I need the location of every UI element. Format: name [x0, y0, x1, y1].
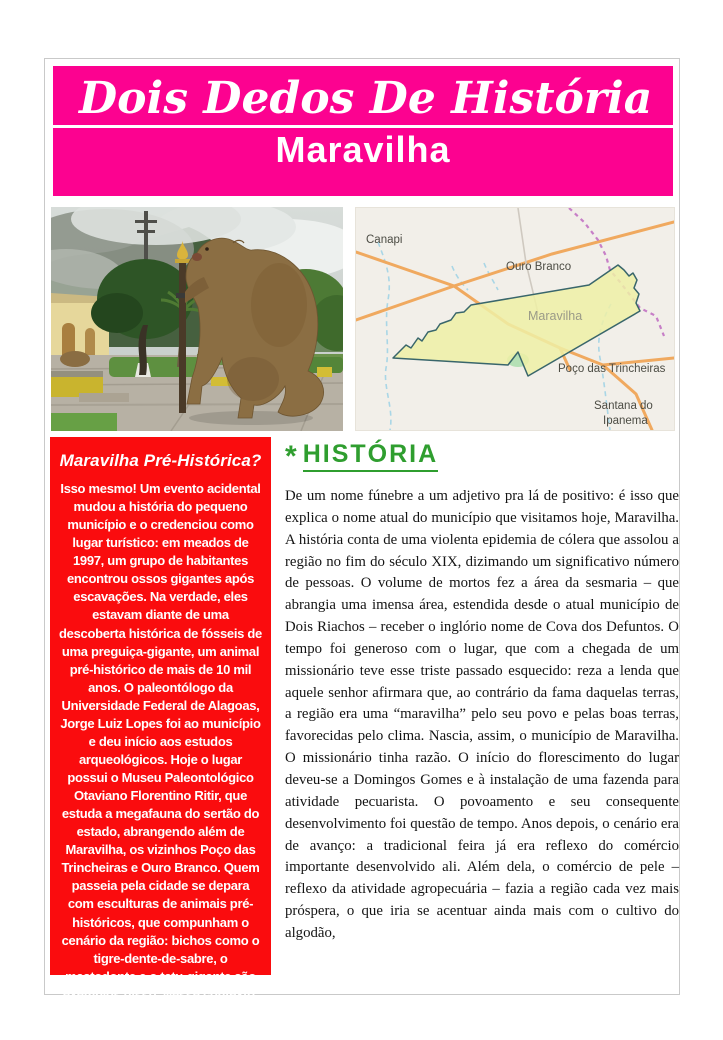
- prehistory-sidebar: [50, 437, 271, 1038]
- sidebar-heading: Maravilha Pré-Histórica?: [59, 451, 262, 470]
- page: [44, 58, 680, 1038]
- map-label-canapi: Canapi: [366, 234, 403, 246]
- blog-title: Dois Dedos De História: [53, 76, 673, 128]
- historia-article: [285, 440, 679, 945]
- map-label-santana-line2: Ipanema: [603, 415, 648, 427]
- sloth-statue-photo: [51, 207, 343, 431]
- sidebar-body-text: Isso mesmo! Um evento acidental mudou a história do pequeno município e o credenciou como lugar turístico: em meados de 1997, um grupo de habitantes encontrou ossos gigantes após escavações. Na verdade, eles estavam diante de uma descoberta histórica de fósseis de uma preguiça-gigante, um animal pré-histórico de mais de 10 mil anos. O paleontólogo da Universidade Federal de Alagoas, Jorge Luiz Lopes foi ao município e deu início aos estudos arqueológicos. Hoje o lugar possui o Museu Paleontológico Otaviano Florentino Ritir, que estuda a megafauna do sertão do estado, abrangendo além de Maravilha, os vizinhos Poço das Trincheiras e Ouro Branco. Quem passeia pela cidade se depara com esculturas de animais pré-históricos, que compunham o cenário da região: bichos como o tigre-dente-de-sabre, o mastodonte e o tatu-gigante são exemplos disso. Nesse contexto, Maravilha já desponta como cidade temática.: [59, 481, 262, 1038]
- map-label-santana-line1: Santana do: [594, 400, 653, 412]
- map-illustration: [356, 208, 674, 430]
- article-heading: HISTÓRIA: [303, 440, 438, 472]
- municipality-map: [355, 207, 675, 431]
- asterisk-bullet-icon: *: [285, 440, 297, 473]
- map-label-poco-das-trincheiras: Poço das Trincheiras: [558, 363, 666, 375]
- city-subtitle: Maravilha: [275, 129, 451, 171]
- map-label-ouro-branco: Ouro Branco: [506, 261, 572, 273]
- page-header: [53, 66, 673, 196]
- article-body-text: De um nome fúnebre a um adjetivo pra lá de positivo: é isso que explica o nome atual do município que visitamos hoje, Maravilha. A história conta de uma violenta epidemia de cólera que assolou a região no fim do século XIX, dizimando um significativo número de pessoas. O volume de mortos fez a área da sesmaria – que abrangia uma imensa área, estendida desde o atual município de Dois Riachos – receber o inglório nome de Cova dos Defuntos. O tempo foi generoso com o lugar, que com a chegada de um missionário teve esse triste passado esquecido: reza a lenda que aquele senhor afirmara que, ao contrário da fama daquelas terras, a região era uma “maravilha” pelo seu povo e pelas boas terras, favorecidas pelo clima. Nascia, assim, o município de Maravilha. O missionário tinha razão. O início do florescimento do lugar deveu-se a Domingos Gomes e à instalação de uma fazenda para atividade pecuarista. O povoamento e seu consequente desenvolvimento foi questão de tempo. Anos depois, o cenário era de avanço: a tradicional feira já era reflexo do comércio importante desenvolvido ali. Além dela, o comércio de pele – reflexo da atividade agropecuária – fazia a região cada vez mais próspera, o que iria se acentuar ainda mais com o cultivo do algodão,: [285, 488, 679, 941]
- map-label-maravilha: Maravilha: [528, 309, 583, 323]
- article-heading-row: [285, 440, 679, 474]
- sloth-statue-illustration: [51, 207, 343, 431]
